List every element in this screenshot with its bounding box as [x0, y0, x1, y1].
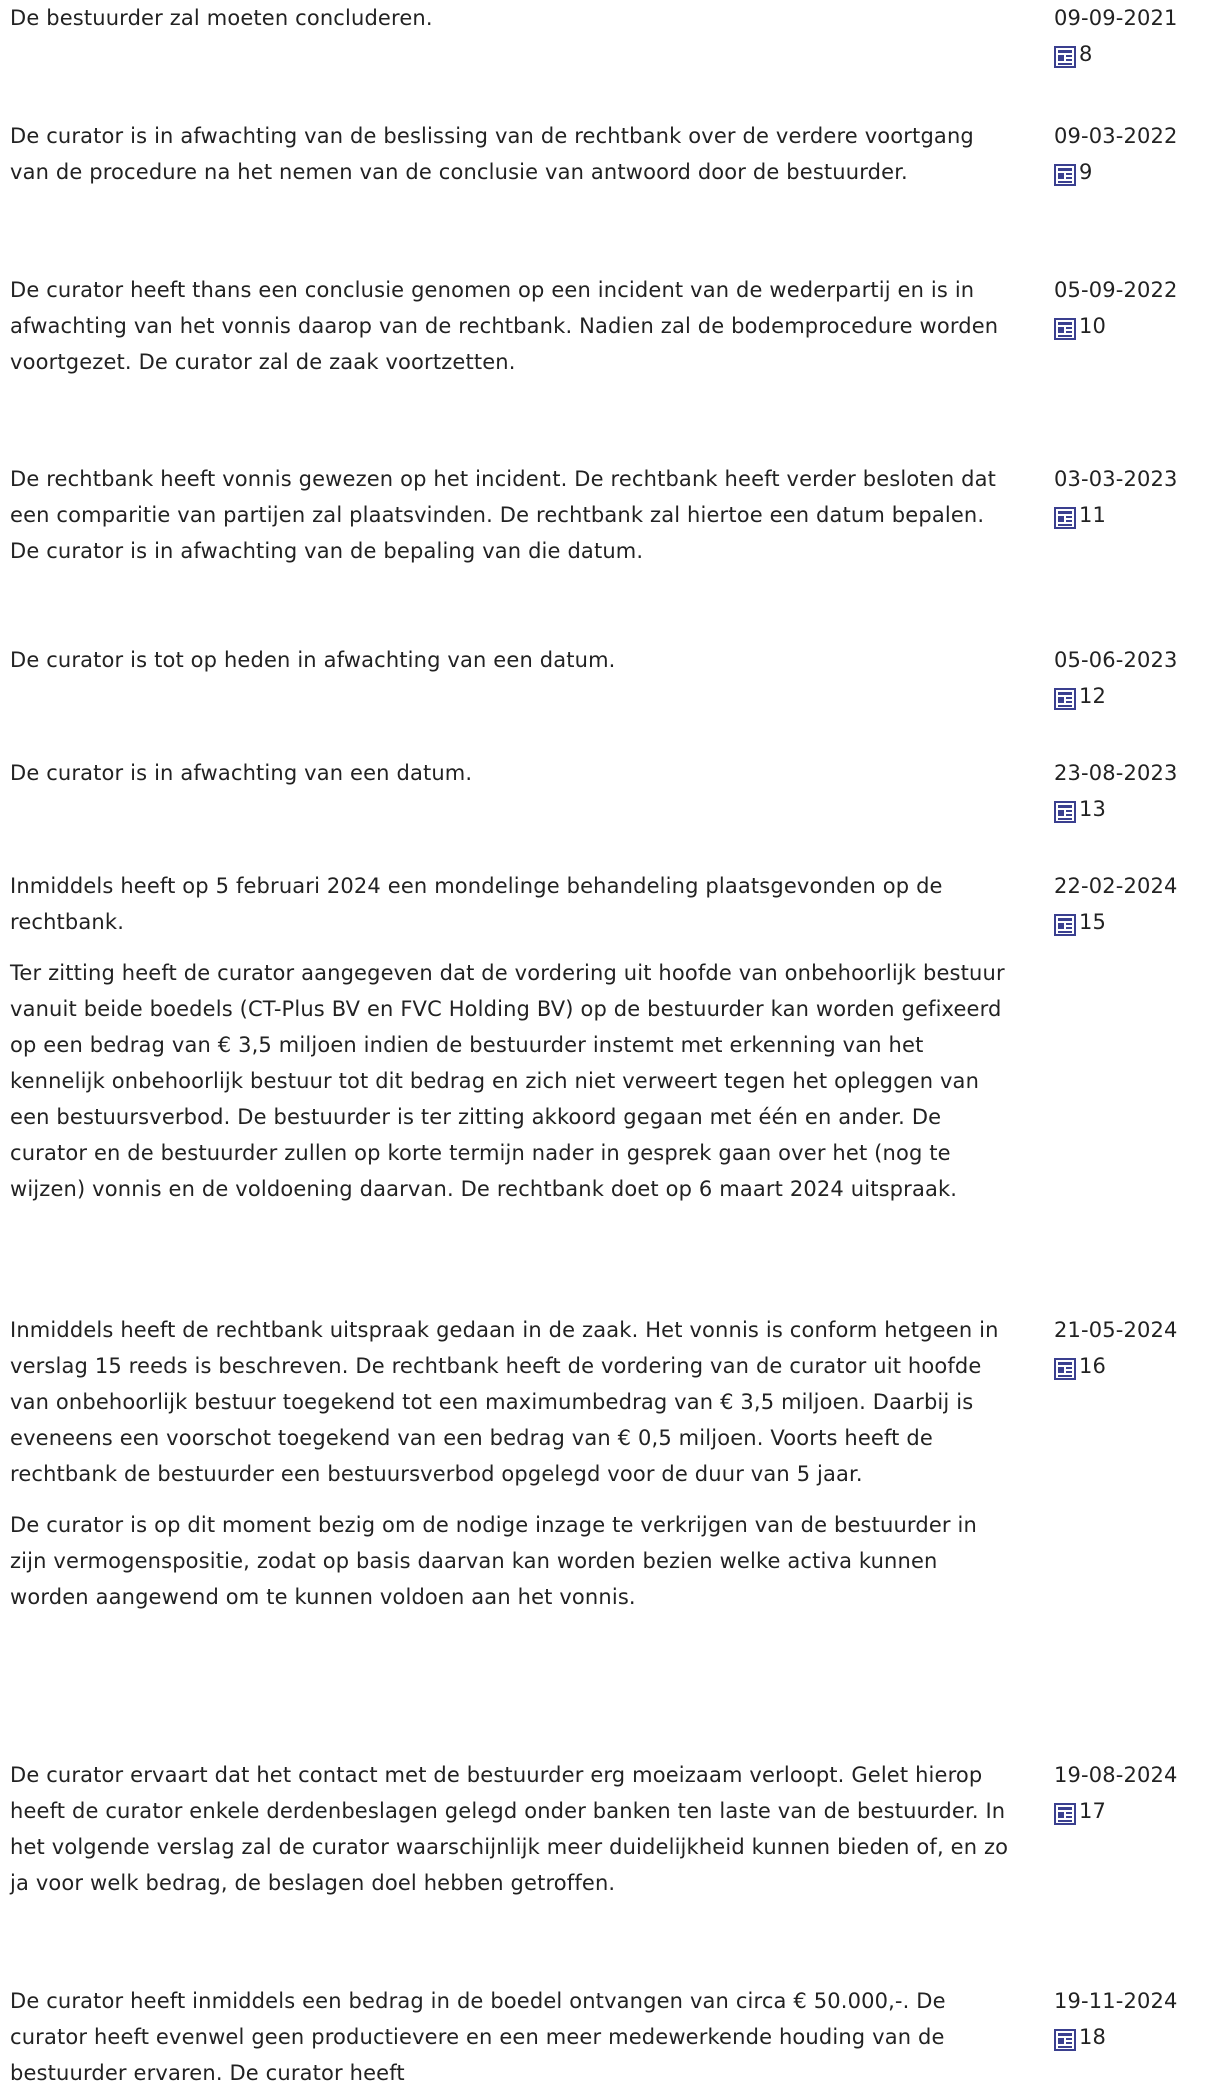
report-document-icon — [1054, 1803, 1076, 1825]
report-number: 15 — [1079, 910, 1107, 934]
entry-text — [10, 118, 1010, 190]
entry-meta — [1054, 755, 1211, 827]
entry-text — [10, 1983, 1010, 2091]
report-link[interactable] — [1054, 908, 1106, 936]
entry-paragraph: De curator heeft inmiddels een bedrag in de boedel ontvangen van circa € 50.000,-. De curator heeft evenwel geen productievere en een meer medewerkende houding van de bestuurder ervaren. De curator heeft — [10, 1989, 946, 2085]
entry-date: 05-09-2022 — [1054, 278, 1178, 302]
list-item — [0, 868, 1211, 1207]
entry-text — [10, 272, 1010, 380]
list-item — [0, 1312, 1211, 1615]
entry-meta — [1054, 1983, 1211, 2055]
entry-text — [10, 868, 1010, 1207]
entry-text — [10, 642, 1010, 678]
entry-date: 03-03-2023 — [1054, 467, 1178, 491]
report-link[interactable] — [1054, 1797, 1106, 1825]
entry-text — [10, 1312, 1010, 1615]
list-item — [0, 272, 1211, 380]
entry-paragraph: De curator heeft thans een conclusie genomen op een incident van de wederpartij en is in afwachting van het vonnis daarop van de rechtbank. Nadien zal de bodemprocedure worden voortgezet. De curator zal de zaak voortzetten. — [10, 278, 999, 374]
entry-text — [10, 755, 1010, 791]
entry-paragraph: De curator is in afwachting van een datum. — [10, 761, 473, 785]
report-number: 13 — [1079, 797, 1107, 821]
list-item — [0, 755, 1211, 827]
report-number: 11 — [1079, 503, 1107, 527]
report-document-icon — [1054, 46, 1076, 68]
entry-text — [10, 1757, 1010, 1901]
report-link[interactable] — [1054, 312, 1106, 340]
report-number: 17 — [1079, 1799, 1107, 1823]
report-document-icon — [1054, 318, 1076, 340]
entry-date: 09-03-2022 — [1054, 124, 1178, 148]
entry-date: 22-02-2024 — [1054, 874, 1178, 898]
report-number: 10 — [1079, 314, 1107, 338]
entry-date: 19-11-2024 — [1054, 1989, 1178, 2013]
list-item — [0, 1757, 1211, 1901]
list-item — [0, 118, 1211, 190]
list-item — [0, 0, 1211, 72]
entry-meta — [1054, 642, 1211, 714]
entry-meta — [1054, 1757, 1211, 1829]
report-document-icon — [1054, 2029, 1076, 2051]
report-document-icon — [1054, 914, 1076, 936]
entry-meta — [1054, 118, 1211, 190]
entry-paragraph: De curator is tot op heden in afwachting van een datum. — [10, 648, 616, 672]
entry-date: 21-05-2024 — [1054, 1318, 1178, 1342]
report-document-icon — [1054, 688, 1076, 710]
entry-paragraph: De bestuurder zal moeten concluderen. — [10, 6, 433, 30]
entry-paragraph: Ter zitting heeft de curator aangegeven dat de vordering uit hoofde van onbehoorlijk bestuur vanuit beide boedels (CT-Plus BV en FVC Holding BV) op de bestuurder kan worden gefixeerd op een bedrag van € 3,5 miljoen indien de bestuurder instemt met erkenning van het kennelijk onbehoorlijk bestuur tot dit bedrag en zich niet verweert tegen het opleggen van een bestuursverbod. De bestuurder is ter zitting akkoord gegaan met één en ander. De curator en de bestuurder zullen op korte termijn nader in gesprek gaan over het (nog te wijzen) vonnis en de voldoening daarvan. De rechtbank doet op 6 maart 2024 uitspraak. — [10, 961, 1005, 1201]
report-link[interactable] — [1054, 2023, 1106, 2051]
report-link[interactable] — [1054, 40, 1093, 68]
report-document-icon — [1054, 507, 1076, 529]
entry-date: 05-06-2023 — [1054, 648, 1178, 672]
report-link[interactable] — [1054, 158, 1093, 186]
report-link[interactable] — [1054, 682, 1106, 710]
report-number: 9 — [1079, 160, 1093, 184]
entry-paragraph: Inmiddels heeft de rechtbank uitspraak gedaan in de zaak. Het vonnis is conform hetgeen in verslag 15 reeds is beschreven. De rechtbank heeft de vordering van de curator uit hoofde van onbehoorlijk bestuur toegekend tot een maximumbedrag van € 3,5 miljoen. Daarbij is eveneens een voorschot toegekend van een bedrag van € 0,5 miljoen. Voorts heeft de rechtbank de bestuurder een bestuursverbod opgelegd voor de duur van 5 jaar. — [10, 1318, 999, 1486]
list-item — [0, 461, 1211, 569]
entry-paragraph: De rechtbank heeft vonnis gewezen op het incident. De rechtbank heeft verder besloten dat een comparitie van partijen zal plaatsvinden. De rechtbank zal hiertoe een datum bepalen. De curator is in afwachting van de bepaling van die datum. — [10, 467, 996, 563]
entry-meta — [1054, 272, 1211, 344]
entry-meta — [1054, 461, 1211, 533]
report-number: 12 — [1079, 684, 1107, 708]
list-item — [0, 1983, 1211, 2091]
entry-meta — [1054, 1312, 1211, 1384]
entry-paragraph: De curator ervaart dat het contact met de bestuurder erg moeizaam verloopt. Gelet hierop heeft de curator enkele derdenbeslagen gelegd onder banken ten laste van de bestuurder. In het volgende verslag zal de curator waarschijnlijk meer duidelijkheid kunnen bieden of, en zo ja voor welk bedrag, de beslagen doel hebben getroffen. — [10, 1763, 1009, 1895]
entry-date: 09-09-2021 — [1054, 6, 1178, 30]
entry-text — [10, 0, 1010, 36]
report-link[interactable] — [1054, 795, 1106, 823]
entry-date: 23-08-2023 — [1054, 761, 1178, 785]
list-item — [0, 642, 1211, 714]
report-number: 8 — [1079, 42, 1093, 66]
entry-paragraph: De curator is in afwachting van de beslissing van de rechtbank over de verdere voortgang van de procedure na het nemen van de conclusie van antwoord door de bestuurder. — [10, 124, 974, 184]
entry-paragraph: Inmiddels heeft op 5 februari 2024 een mondelinge behandeling plaatsgevonden op de rechtbank. — [10, 874, 943, 934]
entry-text — [10, 461, 1010, 569]
report-document-icon — [1054, 1358, 1076, 1380]
report-document-icon — [1054, 801, 1076, 823]
report-number: 18 — [1079, 2025, 1107, 2049]
report-link[interactable] — [1054, 1352, 1106, 1380]
entry-date: 19-08-2024 — [1054, 1763, 1178, 1787]
entry-paragraph: De curator is op dit moment bezig om de nodige inzage te verkrijgen van de bestuurder in zijn vermogenspositie, zodat op basis daarvan kan worden bezien welke activa kunnen worden aangewend om te kunnen voldoen aan het vonnis. — [10, 1513, 977, 1609]
entry-meta — [1054, 0, 1211, 72]
entry-meta — [1054, 868, 1211, 940]
report-link[interactable] — [1054, 501, 1106, 529]
report-number: 16 — [1079, 1354, 1107, 1378]
report-document-icon — [1054, 164, 1076, 186]
